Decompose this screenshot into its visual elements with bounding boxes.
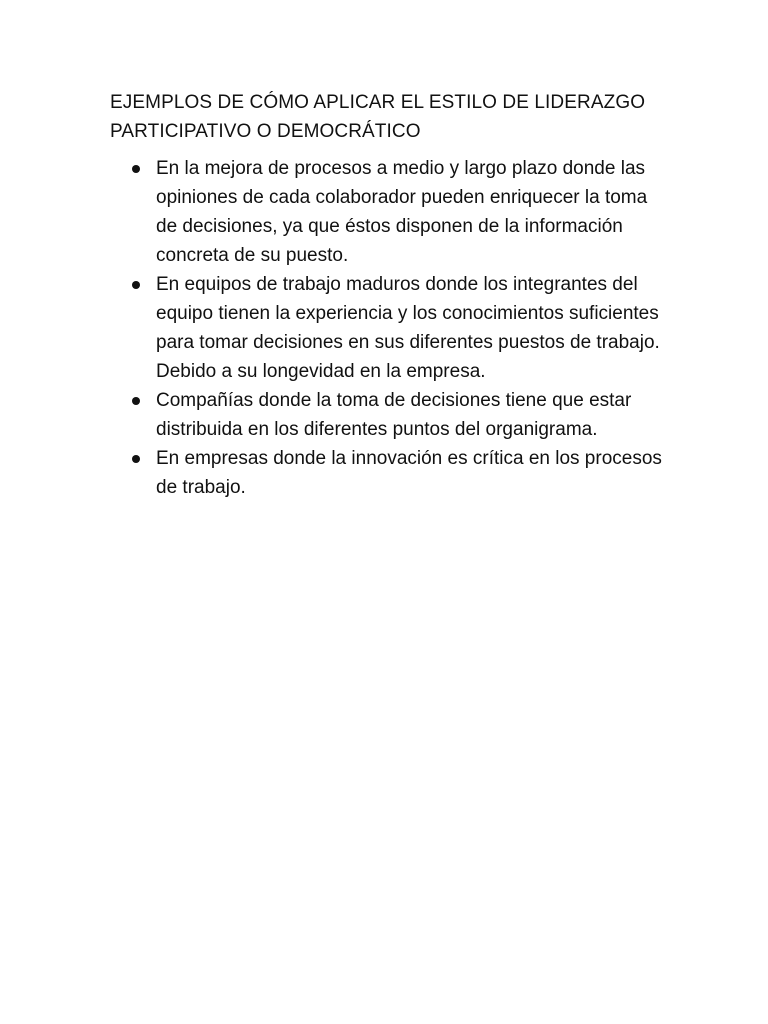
document-title: EJEMPLOS DE CÓMO APLICAR EL ESTILO DE LIDERAZGO PARTICIPATIVO O DEMOCRÁTICO	[110, 92, 646, 142]
list-item-text: En empresas donde la innovación es crítica en los procesos de trabajo.	[156, 448, 662, 498]
list-item	[110, 386, 670, 444]
list-item	[110, 444, 670, 502]
list-item-text: Compañías donde la toma de decisiones tiene que estar distribuida en los diferentes puntos del organigrama.	[156, 390, 632, 440]
bullet-list	[110, 154, 670, 502]
bullet-icon	[132, 455, 140, 463]
list-item	[110, 270, 670, 386]
list-item	[110, 154, 670, 270]
list-item-text: En la mejora de procesos a medio y largo plazo donde las opiniones de cada colaborador pueden enriquecer la toma de decisiones, ya que éstos disponen de la información concreta de su puesto.	[156, 158, 648, 266]
bullet-icon	[132, 397, 140, 405]
bullet-icon	[132, 165, 140, 173]
bullet-icon	[132, 281, 140, 289]
list-item-text: En equipos de trabajo maduros donde los integrantes del equipo tienen la experiencia y los conocimientos suficientes para tomar decisiones en sus diferentes puestos de trabajo. Debido a su longevidad en la empresa.	[156, 274, 660, 382]
